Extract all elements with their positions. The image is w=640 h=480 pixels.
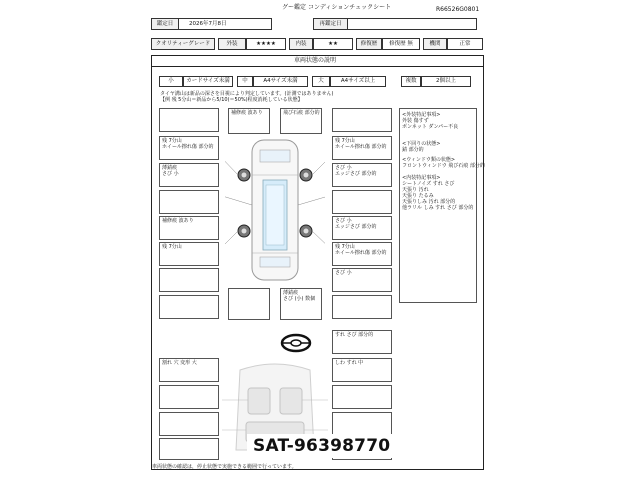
- quality-grade-label: クオリティーグレード: [151, 38, 215, 50]
- damage-box-right-1: [332, 108, 392, 132]
- note-line-1: タイヤ溝山は新品の深さを目視により判定しています。(計測ではありません): [160, 91, 334, 97]
- notes-exterior-2: ボンネット ダンパー不良: [402, 124, 459, 130]
- rear-right-small-label: さび 小: [335, 270, 352, 276]
- notes-interior-1: シートノイズ すれ さび: [402, 181, 455, 187]
- damage-box-bottom-left: [228, 288, 270, 320]
- engine-label: 機関: [423, 38, 447, 50]
- tire-rr-label-2: ホイール擦れ傷 部分的: [335, 250, 387, 256]
- appraisal-date-label: 鑑定日: [151, 18, 179, 30]
- interior-rating: ★★: [313, 38, 353, 50]
- exterior-label: 外装: [218, 38, 246, 50]
- notes-exterior-1: 外装 傷すず: [402, 118, 429, 124]
- damage-box-left-4: [159, 190, 219, 214]
- sheet-title: グー鑑定 コンディションチェックシート: [282, 4, 392, 11]
- damage-box-left-7: [159, 268, 219, 292]
- size-multiple: 複数: [401, 76, 421, 87]
- reappraisal-date: [347, 18, 477, 30]
- notes-interior-3: 天張り たるみ: [402, 193, 434, 199]
- interior-label: 内装: [289, 38, 313, 50]
- section-title: 車両状態の説明: [294, 57, 337, 64]
- interior-box-left-4: [159, 438, 219, 460]
- size-large-desc: A4サイズ以上: [330, 76, 386, 87]
- footer-note: 車両状態の確認は，停止状態で実施できる範囲で行っています。: [152, 464, 297, 470]
- size-small: 小: [159, 76, 183, 87]
- notes-underbody-1: 錆 部分的: [402, 147, 424, 153]
- tire-rl-label-1: 残 7分山: [162, 244, 182, 250]
- front-left-top-label: 補修痕 波あり: [231, 110, 263, 116]
- notes-heading-interior: <内装特記事項>: [402, 175, 441, 181]
- notes-interior-2: 天張り 汚れ: [402, 187, 429, 193]
- document-id: R66526G0801: [436, 6, 480, 13]
- right-mid-label-1: さび 小: [335, 218, 352, 224]
- right-scratch-label-2: エッジさび 部分的: [335, 171, 377, 177]
- tire-rr-label-1: 残 7分山: [335, 244, 355, 250]
- size-small-desc: カードサイズ未満: [183, 76, 233, 87]
- tire-fr-label-1: 残 7分山: [335, 138, 355, 144]
- reappraisal-date-label: 再鑑定日: [313, 18, 348, 30]
- size-multiple-desc: 2個以上: [421, 76, 471, 87]
- right-mid-label-2: エッジさび 部分的: [335, 224, 377, 230]
- notes-heading-windows: <ウィンドウ類の状態>: [402, 157, 456, 163]
- repair-history-value: 修復歴 無: [382, 38, 420, 50]
- rear-bottom-label-1: 薄錆痕: [283, 290, 299, 296]
- tire-fl-label-1: 残 7分山: [162, 138, 182, 144]
- interior-left-label: 割れ 穴 変形 大: [162, 360, 197, 366]
- paint-left-label-2: さび 小: [162, 171, 179, 177]
- notes-interior-4: 天張りしみ 汚れ 部分的: [402, 199, 456, 205]
- tire-fr-label-2: ホイール擦れ傷 部分的: [335, 144, 387, 150]
- interior-right-label-2: しわ すれ 中: [335, 360, 364, 366]
- exterior-rating: ★★★★: [246, 38, 286, 50]
- interior-box-left-2: [159, 385, 219, 409]
- size-large: 大: [312, 76, 330, 87]
- car-top-view-diagram: [225, 135, 325, 285]
- paint-left-label-1: 薄錆痕: [162, 165, 178, 171]
- steering-wheel-icon: [280, 333, 312, 353]
- notes-heading-exterior: <外装特記事項>: [402, 112, 441, 118]
- stock-number: SAT-96398770: [247, 434, 396, 458]
- damage-box-left-8: [159, 295, 219, 319]
- appraisal-date: 2026年7月8日: [178, 18, 272, 30]
- interior-box-left-3: [159, 412, 219, 436]
- interior-box-right-4: [332, 412, 392, 436]
- left-mid-label: 補修痕 波あり: [162, 218, 194, 224]
- divider: [151, 66, 484, 67]
- damage-box-right-8: [332, 295, 392, 319]
- right-scratch-label-1: さび 小: [335, 165, 352, 171]
- engine-value: 正常: [447, 38, 483, 50]
- interior-right-label: すれ さび 部分的: [335, 332, 374, 338]
- repair-history-label: 修復歴: [356, 38, 382, 50]
- tire-fl-label-2: ホイール擦れ傷 部分的: [162, 144, 214, 150]
- notes-windows-1: フロントウィンドウ 飛び石痕 部分的: [402, 163, 485, 169]
- rear-bottom-label-2: さび (小) 数個: [283, 296, 316, 302]
- front-top-label: 飛び石痕 部分的: [283, 110, 320, 116]
- damage-box-left-1: [159, 108, 219, 132]
- damage-box-right-4: [332, 190, 392, 214]
- size-medium-desc: A4サイズ未満: [253, 76, 308, 87]
- size-medium: 中: [237, 76, 253, 87]
- interior-box-right-3: [332, 385, 392, 409]
- notes-heading-underbody: <下回りの状態>: [402, 141, 441, 147]
- notes-interior-5: 他ラリル しみ すれ さび 部分的: [402, 205, 474, 211]
- note-line-2: 【例 残 5分山＝新品から5/10(＝50%)程度消耗している状態】: [160, 97, 303, 103]
